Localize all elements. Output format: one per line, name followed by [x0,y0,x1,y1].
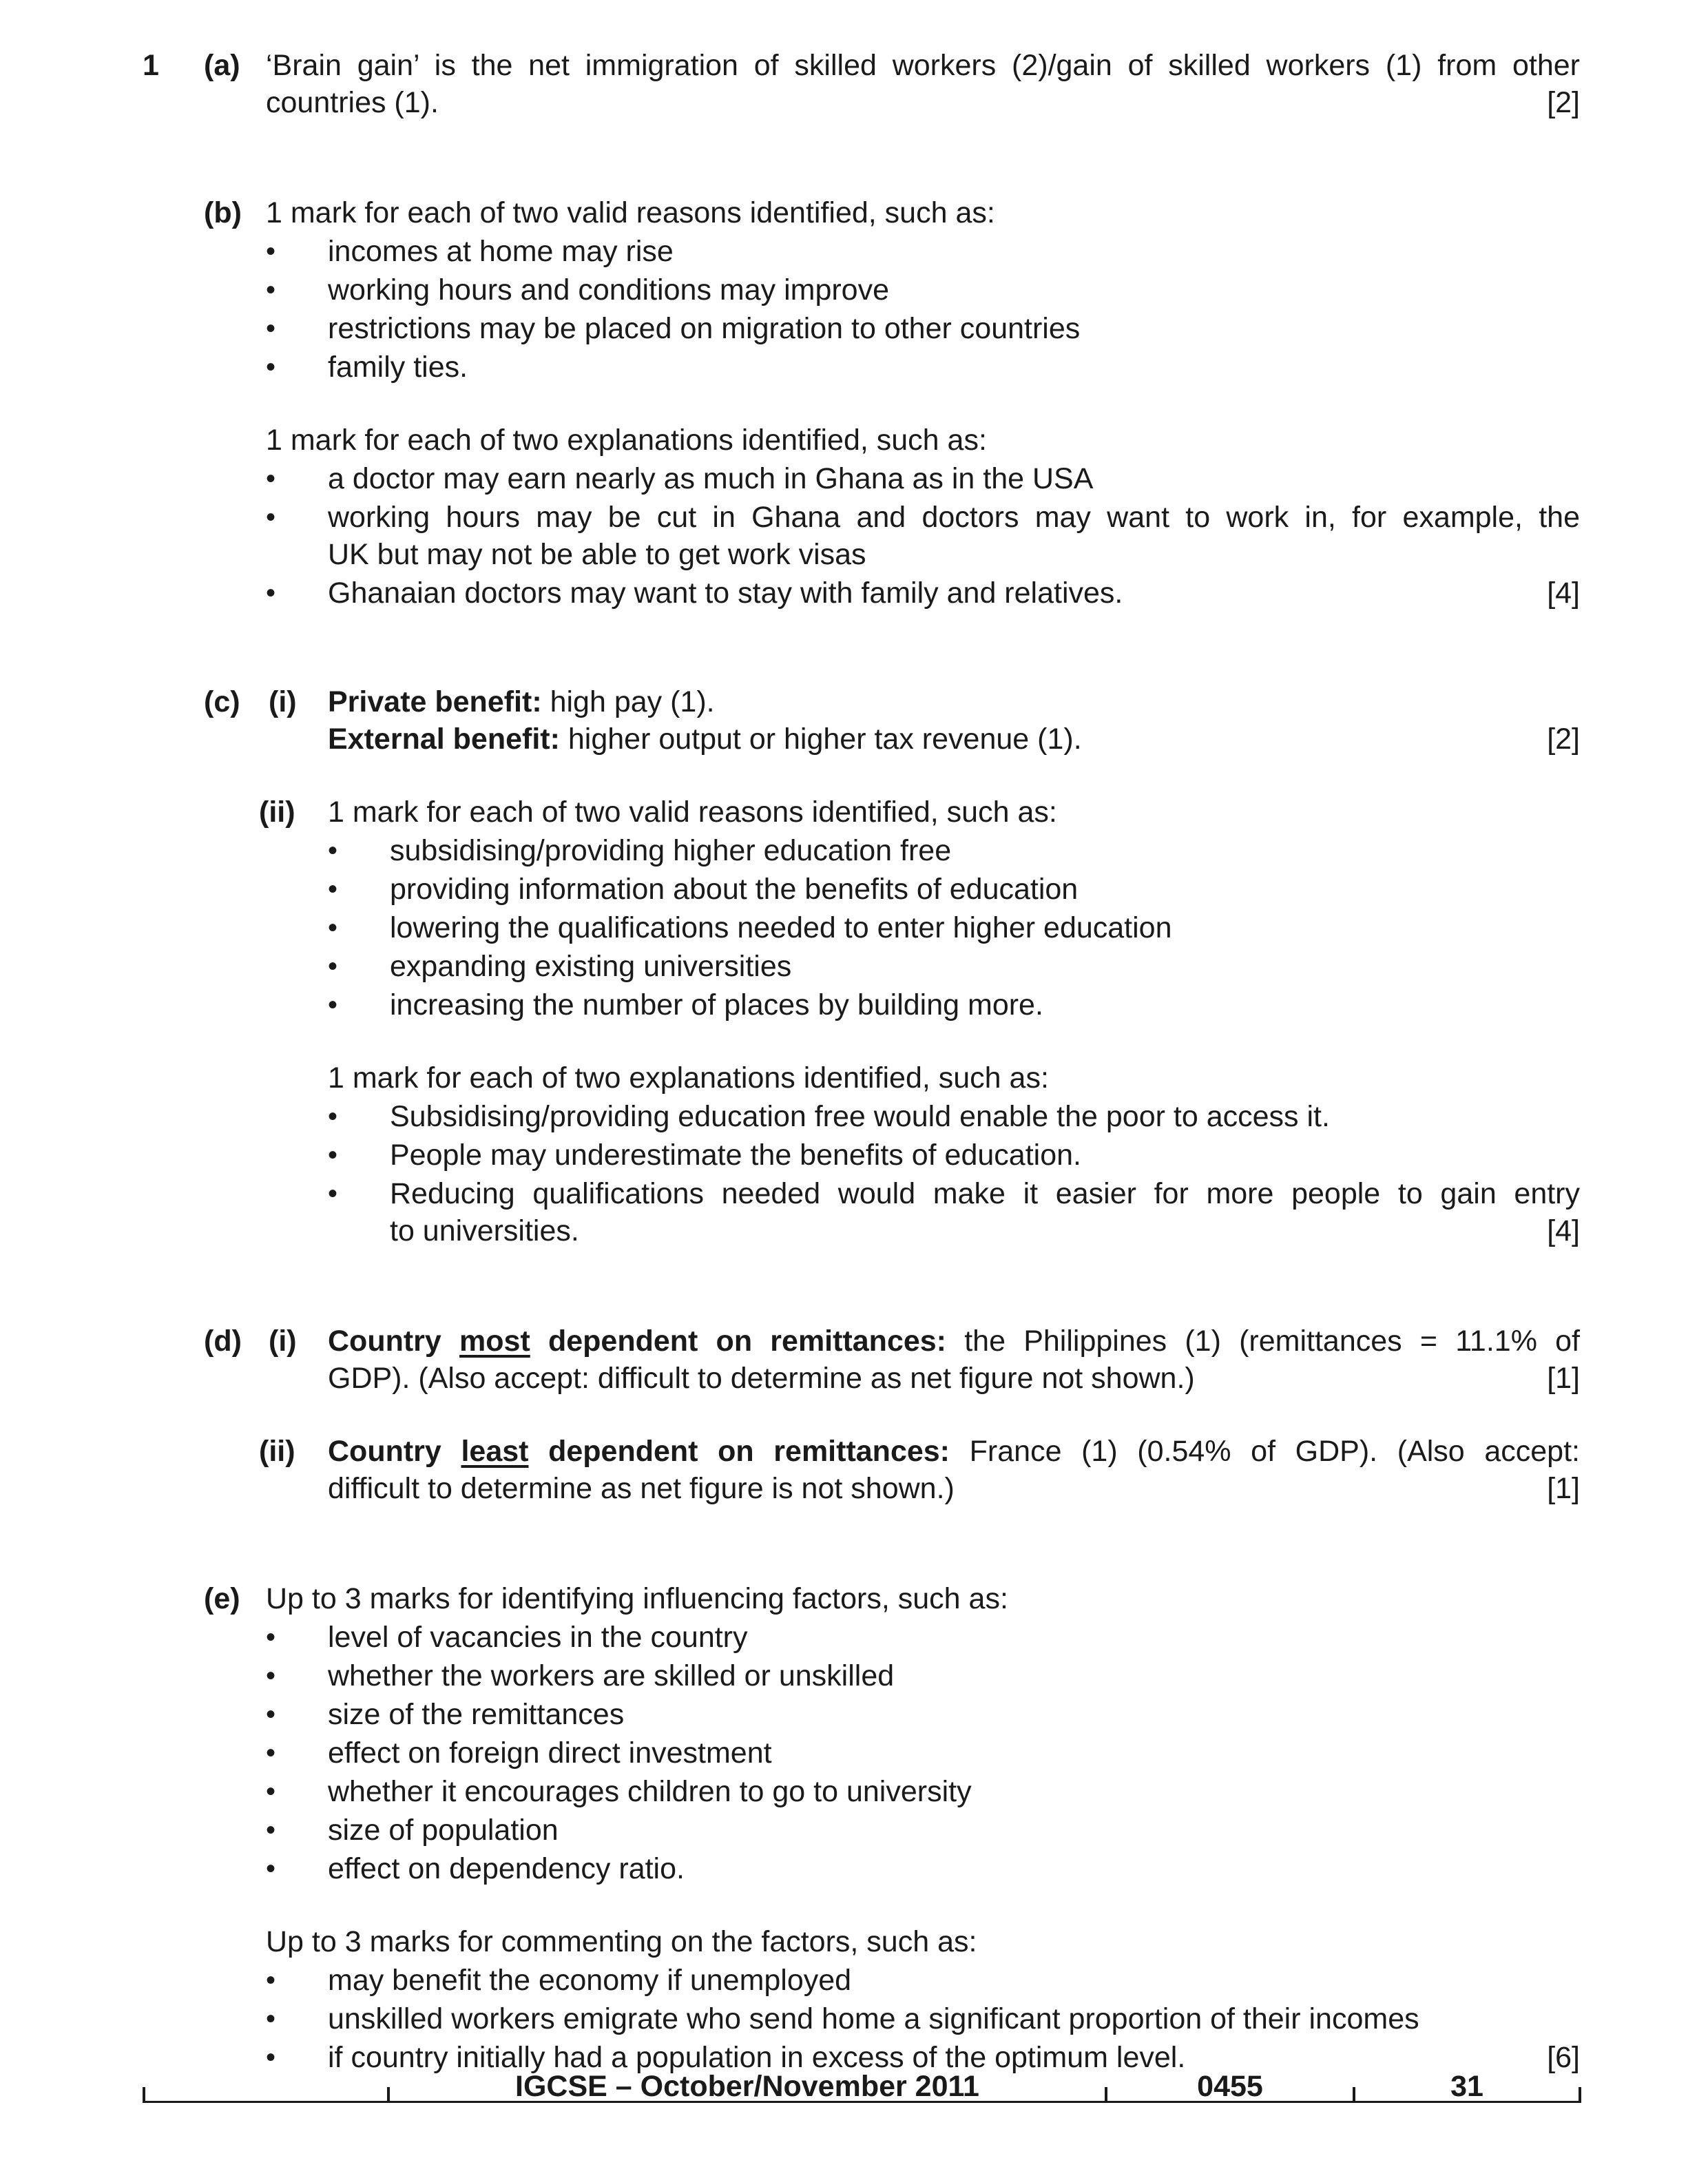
footer-divider [1579,2087,1581,2102]
list-item-continuation: to universities. [390,1214,579,1247]
bullet-icon: • [328,913,338,943]
footer-divider [143,2087,145,2102]
list-item: lowering the qualifications needed to enter higher education [390,911,1172,944]
part-c-ii-label: (ii) [259,796,295,829]
private-benefit-label: Private benefit: [328,685,542,718]
private-benefit-line [328,683,715,721]
list-item: expanding existing universities [390,950,792,983]
list-item: People may underestimate the benefits of education. [390,1139,1081,1172]
list-item: Subsidising/providing education free would enable the poor to access it. [390,1100,1330,1133]
list-item: effect on dependency ratio. [328,1852,685,1885]
bullet-icon: • [266,2004,276,2034]
bullet-icon: • [328,836,338,866]
part-a-line1: ‘Brain gain’ is the net immigration of skilled workers (2)/gain of skilled workers (1) from other [266,49,1580,82]
footer-syllabus-code: 0455 [1197,2070,1263,2103]
list-item: restrictions may be placed on migration to other countries [328,312,1081,345]
part-e-label: (e) [204,1582,240,1615]
bullet-icon: • [328,951,338,982]
bullet-icon: • [266,1965,276,1995]
part-c-label: (c) [204,685,240,718]
part-d-i-label: (i) [269,1325,297,1358]
part-c-ii-mark: [4] [1547,1214,1580,1247]
list-item: size of population [328,1814,559,1847]
part-a-label: (a) [204,49,240,82]
question-number: 1 [143,49,159,82]
part-e-intro2: Up to 3 marks for commenting on the factors, such as: [266,1925,977,1958]
list-item: Ghanaian doctors may want to stay with family and relatives. [328,577,1123,610]
bullet-icon: • [266,1622,276,1652]
part-b-intro1: 1 mark for each of two valid reasons identified, such as: [266,196,995,229]
list-item: level of vacancies in the country [328,1621,748,1654]
list-item: increasing the number of places by building more. [390,988,1043,1021]
external-benefit-line [328,720,1082,758]
most-emphasis: most [459,1325,530,1358]
bullet-icon: • [266,275,276,305]
part-d-ii-line2: difficult to determine as net figure is not shown.) [328,1472,955,1505]
part-d-i-answer: the Philippines (1) (remittances = 11.1% of [946,1325,1580,1358]
part-b-label: (b) [204,196,242,229]
external-benefit-text: higher output or higher tax revenue (1). [559,723,1082,756]
part-d-ii-answer: France (1) (0.54% of GDP). (Also accept: [950,1435,1580,1468]
list-item: Reducing qualifications needed would make it easier for more people to gain entry [390,1177,1580,1210]
bullet-icon: • [266,1854,276,1884]
part-d-i-line2: GDP). (Also accept: difficult to determine as net figure not shown.) [328,1362,1195,1395]
list-item: providing information about the benefits of education [390,873,1079,906]
bullet-icon: • [328,874,338,904]
part-d-i-mark: [1] [1547,1362,1580,1395]
bullet-icon: • [266,1699,276,1730]
list-item: size of the remittances [328,1698,625,1731]
private-benefit-text: high pay (1). [541,685,715,718]
bullet-icon: • [328,1140,338,1170]
part-e-mark: [6] [1547,2041,1580,2074]
list-item: may benefit the economy if unemployed [328,1964,852,1997]
list-item: if country initially had a population in excess of the optimum level. [328,2041,1186,2074]
dependent-label: dependent on remittances: [528,1435,950,1468]
bullet-icon: • [266,578,276,608]
list-item: effect on foreign direct investment [328,1736,772,1770]
part-b-mark: [4] [1547,577,1580,610]
bullet-icon: • [266,2042,276,2073]
country-label: Country [328,1325,460,1358]
list-item-continuation: UK but may not be able to get work visas [328,538,866,571]
bullet-icon: • [266,1776,276,1807]
bullet-icon: • [266,1815,276,1845]
list-item: family ties. [328,351,468,384]
least-emphasis: least [461,1435,529,1468]
part-c-i-mark: [2] [1547,723,1580,756]
list-item: incomes at home may rise [328,235,674,268]
part-d-ii-mark: [1] [1547,1472,1580,1505]
footer-paper-number: 31 [1450,2070,1483,2103]
country-label: Country [328,1435,461,1468]
part-d-ii-label: (ii) [259,1435,295,1468]
bullet-icon: • [266,1738,276,1768]
part-a-mark: [2] [1547,86,1580,119]
bullet-icon: • [266,352,276,382]
bullet-icon: • [328,990,338,1020]
part-b-intro2: 1 mark for each of two explanations identified, such as: [266,424,987,457]
list-item: working hours and conditions may improve [328,273,890,307]
footer-title: IGCSE – October/November 2011 [515,2070,979,2103]
part-e-intro1: Up to 3 marks for identifying influencing factors, such as: [266,1582,1008,1615]
bullet-icon: • [266,236,276,267]
part-c-ii-intro1: 1 mark for each of two valid reasons identified, such as: [328,796,1057,829]
part-a-line2: countries (1). [266,86,439,119]
part-d-label: (d) [204,1325,242,1358]
list-item: whether the workers are skilled or unskilled [328,1659,895,1692]
part-d-ii-line1 [328,1433,1580,1471]
bullet-icon: • [266,1661,276,1691]
dependent-label: dependent on remittances: [530,1325,947,1358]
list-item: a doctor may earn nearly as much in Ghana as in the USA [328,462,1094,495]
bullet-icon: • [328,1179,338,1209]
external-benefit-label: External benefit: [328,723,560,756]
list-item: unskilled workers emigrate who send home a significant proportion of their incomes [328,2002,1419,2035]
part-c-ii-intro2: 1 mark for each of two explanations identified, such as: [328,1061,1049,1095]
list-item: working hours may be cut in Ghana and doctors may want to work in, for example, the [328,501,1580,534]
list-item: whether it encourages children to go to university [328,1775,972,1808]
part-c-i-label: (i) [269,685,297,718]
bullet-icon: • [266,464,276,494]
bullet-icon: • [266,313,276,344]
part-d-i-line1 [328,1323,1580,1360]
list-item: subsidising/providing higher education free [390,834,952,867]
bullet-icon: • [266,502,276,532]
bullet-icon: • [328,1101,338,1132]
